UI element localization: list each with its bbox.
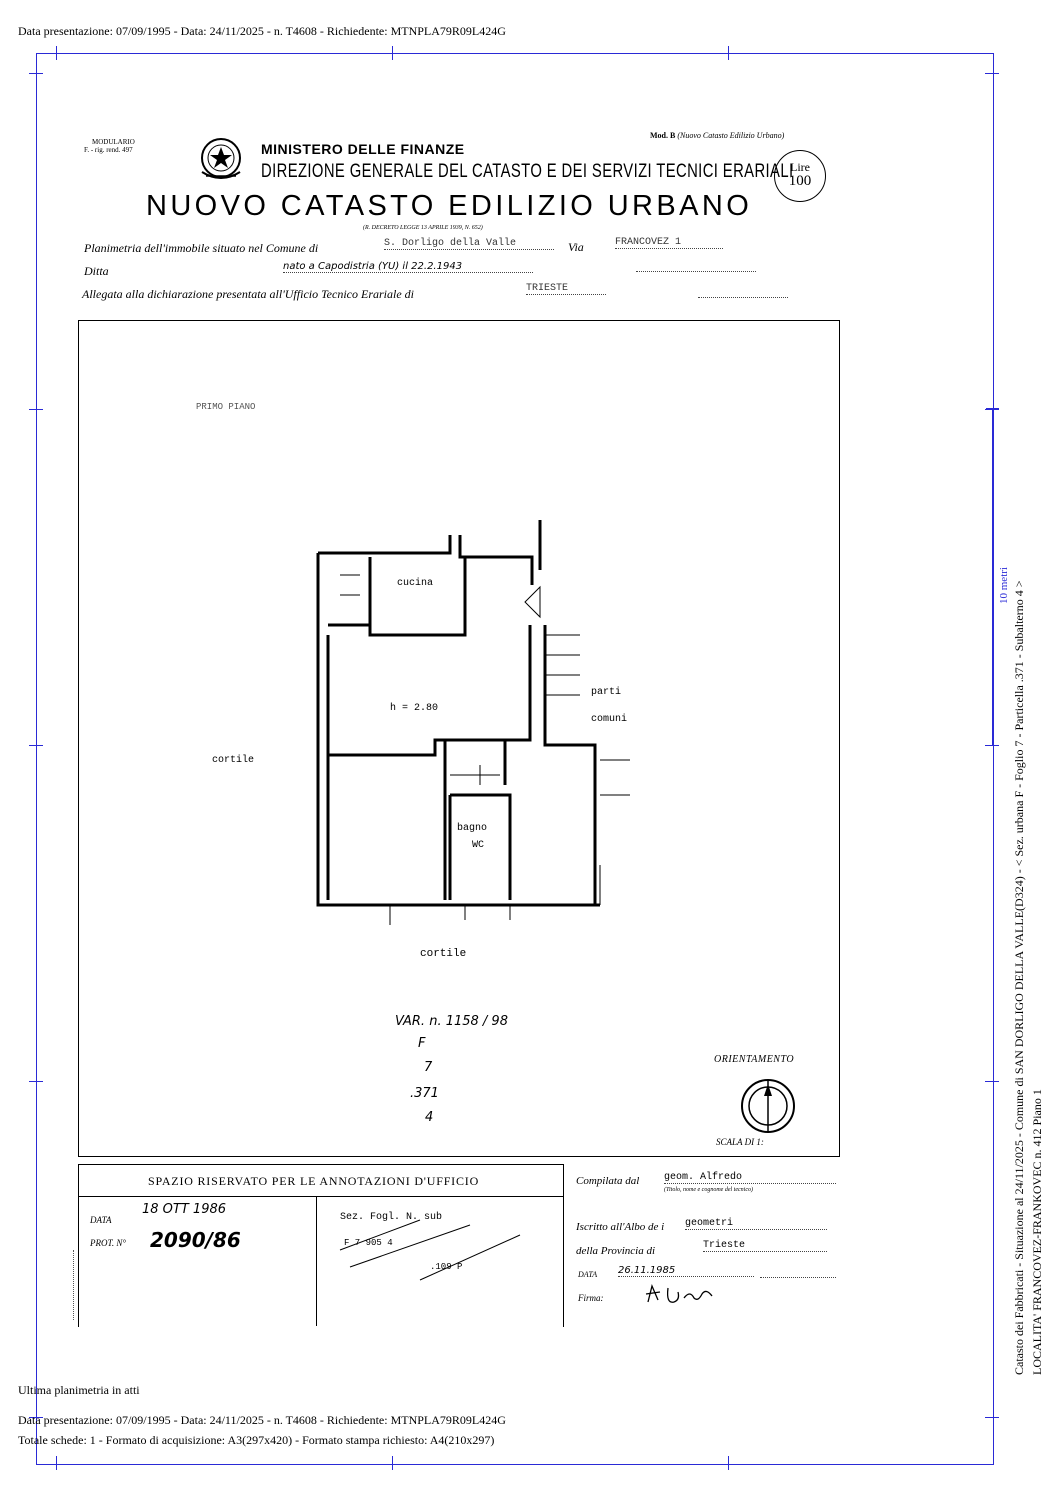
frame-tick xyxy=(392,46,393,60)
room-kitchen: cucina xyxy=(397,578,434,589)
signature-image xyxy=(640,1282,730,1308)
municipality-label: Planimetria dell'immobile situato nel Comune di xyxy=(84,241,319,255)
floor-plan-drawing xyxy=(300,515,630,935)
province-value: Trieste xyxy=(703,1240,827,1252)
frame-tick xyxy=(728,1456,729,1470)
divider xyxy=(78,1196,564,1197)
municipality-value: S. Dorligo della Valle xyxy=(384,238,554,250)
scale-bar-end xyxy=(986,745,999,746)
margin-dots xyxy=(73,1250,75,1320)
ref-strike-lines xyxy=(320,1205,540,1285)
scale-bar xyxy=(992,408,993,746)
scale-bar-label: 10 metri xyxy=(998,567,1010,604)
room-height: h = 2.80 xyxy=(390,703,439,714)
office-section-title: SPAZIO RISERVATO PER LE ANNOTAZIONI D'UFFICIO xyxy=(148,1174,480,1188)
frame-tick xyxy=(56,46,57,60)
cadastral-ref: Sez. Fogl. N. sub xyxy=(340,1212,443,1223)
side-info-line2: LOCALITA' FRANCOVEZ-FRANKOVEC n. 412 Piano 1 xyxy=(1030,1089,1044,1375)
handwritten-note: F xyxy=(418,1036,426,1051)
frame-tick xyxy=(29,745,43,746)
scale-bar-end xyxy=(986,408,999,409)
common-parts-label: parti xyxy=(591,687,622,698)
frame-tick xyxy=(985,1417,999,1418)
last-plan-note: Ultima planimetria in atti xyxy=(18,1383,140,1397)
model-code: MODULARIO xyxy=(92,138,135,146)
office-label: Allegata alla dichiarazione presentata all'Ufficio Tecnico Erariale di xyxy=(82,287,414,301)
common-parts-label: comuni xyxy=(591,714,628,725)
office-value: TRIESTE xyxy=(526,283,606,295)
footer-line2: Totale schede: 1 - Formato di acquisizione: A3(297x420) - Formato stampa richiesto: A4(210x297) xyxy=(18,1433,495,1447)
compiled-note: (Titolo, nome e cognome del tecnico) xyxy=(664,1187,753,1193)
room-wc: WC xyxy=(472,840,485,851)
compass-icon xyxy=(738,1076,798,1136)
street-label: Via xyxy=(568,240,584,254)
room-bathroom: bagno xyxy=(457,823,488,834)
orientation-label: ORIENTAMENTO xyxy=(714,1054,795,1065)
cadastral-ref: F 7 905 4 xyxy=(344,1238,393,1248)
frame-tick xyxy=(29,1081,43,1082)
data-label: DATA xyxy=(578,1270,598,1279)
registered-value: geometri xyxy=(685,1218,827,1230)
handwritten-note: VAR. n. 1158 / 98 xyxy=(395,1014,508,1029)
date-stamp: 18 OTT 1986 xyxy=(142,1202,227,1217)
model-code: F. - rig. rend. 497 xyxy=(84,146,133,154)
frame-tick xyxy=(728,46,729,60)
frame-tick xyxy=(392,1456,393,1470)
floor-label: PRIMO PIANO xyxy=(196,402,256,412)
footer-line1: Data presentazione: 07/09/1995 - Data: 24/11/2025 - n. T4608 - Richiedente: MTNPLA79R09L424G xyxy=(18,1413,506,1427)
compiled-value: geom. Alfredo xyxy=(664,1172,836,1184)
dotted-line xyxy=(636,270,756,272)
scale-label: SCALA DI 1: xyxy=(716,1137,764,1147)
decree-note: (R. DECRETO LEGGE 13 APRILE 1939, N. 652) xyxy=(363,225,483,231)
courtyard-label: cortile xyxy=(212,755,255,766)
protocol-number: 2090/86 xyxy=(150,1228,241,1252)
courtyard-label: cortile xyxy=(420,948,467,960)
divider xyxy=(316,1197,317,1326)
dotted-line xyxy=(698,296,788,298)
frame-tick xyxy=(985,1081,999,1082)
directorate-name: DIREZIONE GENERALE DEL CATASTO E DEI SERVIZI TECNICI ERARIALI xyxy=(261,161,794,182)
owner-value: nato a Capodistria (YU) il 22.2.1943 xyxy=(283,261,533,273)
cadastral-ref: .109 P xyxy=(430,1262,463,1272)
province-label: della Provincia di xyxy=(576,1245,656,1257)
handwritten-note: 7 xyxy=(424,1060,433,1075)
state-emblem-icon xyxy=(196,132,246,188)
signature-label: Firma: xyxy=(578,1293,604,1303)
side-info-line1: Catasto dei Fabbricati - Situazione al 24/11/2025 - Comune di SAN DORLIGO DELLA VALLE(D324) - < Sez. urbana F - Foglio 7 - Particella .371 - Subalterno 4 > xyxy=(1012,580,1026,1375)
protocol-label: PROT. N° xyxy=(90,1238,126,1248)
form-title: NUOVO CATASTO EDILIZIO URBANO xyxy=(146,190,753,222)
date-label: DATA xyxy=(90,1215,112,1225)
owner-label: Ditta xyxy=(84,264,109,278)
data-value: 26.11.1985 xyxy=(618,1265,754,1277)
frame-tick xyxy=(29,409,43,410)
compiled-label: Compilata dal xyxy=(576,1175,640,1187)
street-value: FRANCOVEZ 1 xyxy=(615,237,723,249)
dotted-line xyxy=(760,1276,836,1278)
frame-tick xyxy=(29,73,43,74)
handwritten-note: .371 xyxy=(410,1086,439,1101)
mod-label: Mod. B (Nuovo Catasto Edilizio Urbano) xyxy=(650,131,785,140)
handwritten-note: 4 xyxy=(425,1110,434,1125)
ministry-name: MINISTERO DELLE FINANZE xyxy=(261,141,465,157)
registered-label: Iscritto all'Albo de i xyxy=(576,1221,665,1233)
frame-tick xyxy=(56,1456,57,1470)
header-line: Data presentazione: 07/09/1995 - Data: 24/11/2025 - n. T4608 - Richiedente: MTNPLA79R09L424G xyxy=(18,24,506,38)
stamp-duty-badge: Lire 100 xyxy=(774,150,826,202)
frame-tick xyxy=(985,73,999,74)
